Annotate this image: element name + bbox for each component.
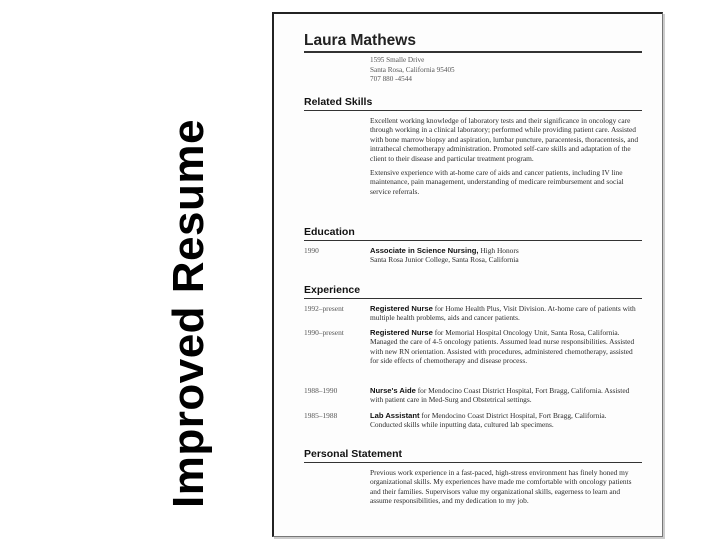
resume-name: Laura Mathews xyxy=(304,32,416,49)
experience-header xyxy=(304,284,642,299)
entry-detail: for Memorial Hospital Oncology Unit, Santa Rosa, California. Managed the care of 4-5 oncology patients. Assumed lead nurse responsibilities. Assisted with new RN orientation. Assisted with procedures, administered chemotherapy, assisted for side effects of chemotherapy and disease process. xyxy=(370,328,635,366)
skills-paragraph: Extensive experience with at-home care of aids and cancer patients, including IV line maintenance, pain management, understanding of medicare reimbursement and social service referrals. xyxy=(370,168,624,196)
entry-date: 1992–present xyxy=(304,304,344,313)
address-line: 1595 Smalle Drive xyxy=(370,56,425,64)
entry-title: Registered Nurse xyxy=(370,328,433,337)
section-divider xyxy=(304,298,642,299)
experience-entry xyxy=(304,328,640,366)
entry-date: 1990–present xyxy=(304,328,344,337)
address-block xyxy=(370,56,455,85)
entry-detail: Santa Rosa Junior College, Santa Rosa, California xyxy=(370,255,519,265)
experience-entry xyxy=(304,304,640,323)
entry-title: Lab Assistant xyxy=(370,411,420,420)
entry-text xyxy=(370,386,640,405)
experience-entry xyxy=(304,386,640,405)
entry-text xyxy=(370,304,640,323)
personal-statement-body xyxy=(370,468,640,506)
address-line: Santa Rosa, California 95405 xyxy=(370,65,455,74)
name-divider xyxy=(304,51,642,53)
entry-detail: High Honors xyxy=(480,246,519,255)
entry-date: 1985–1988 xyxy=(304,411,338,420)
entry-date: 1990 xyxy=(304,246,319,255)
section-divider xyxy=(304,462,642,463)
address-line: 707 880 -4544 xyxy=(370,75,412,83)
skills-paragraph: Excellent working knowledge of laboratory tests and their significance in oncology care through working in a clinical laboratory; performed while providing patient care. Assisted with bone marrow biopsy and aspiration, lumbar puncture, paracentesis, thoracentesis, and intrathecal chemotherapy administration. Promoted self-care skills and adaptation of the client to their disease and particular treatment program. xyxy=(370,116,639,163)
section-divider xyxy=(304,240,642,241)
entry-detail: for Home Health Plus, Visit Division. At-home care of patients with multiple health problems, aids and cancer patients. xyxy=(370,304,636,323)
statement-text: Previous work experience in a fast-paced, high-stress environment has finely honed my organizational skills. My experiences have made me comfortable with oncology patients and their families. Supervisors value my organizational skills, eagerness to learn and assume responsibilities, and my dedication to my job. xyxy=(370,468,632,506)
section-heading: Personal Statement xyxy=(304,448,403,460)
entry-title: Registered Nurse xyxy=(370,304,433,313)
related-skills-body xyxy=(370,116,640,196)
related-skills-header xyxy=(304,96,642,111)
entry-title: Nurse's Aide xyxy=(370,386,416,395)
entry-detail: for Mendocino Coast District Hospital, Fort Bragg, California. Conducted skills while inputting data, cultured lab specimens. xyxy=(370,411,607,430)
section-heading: Education xyxy=(304,226,355,238)
entry-detail: for Mendocino Coast District Hospital, Fort Bragg, California. Assisted with patient care in Med-Surg and Obstetrical settings. xyxy=(370,386,630,405)
entry-text xyxy=(370,246,640,265)
entry-text xyxy=(370,411,640,430)
entry-text xyxy=(370,328,640,366)
section-divider xyxy=(304,110,642,111)
entry-date: 1988–1990 xyxy=(304,386,338,395)
slide-title: Improved Resume xyxy=(164,119,213,508)
experience-entry xyxy=(304,411,640,430)
education-entry xyxy=(304,246,640,265)
entry-title: Associate in Science Nursing, xyxy=(370,246,479,255)
section-heading: Related Skills xyxy=(304,96,373,108)
section-heading: Experience xyxy=(304,284,361,296)
resume-page xyxy=(272,12,663,537)
personal-statement-header xyxy=(304,448,642,463)
education-header xyxy=(304,226,642,241)
